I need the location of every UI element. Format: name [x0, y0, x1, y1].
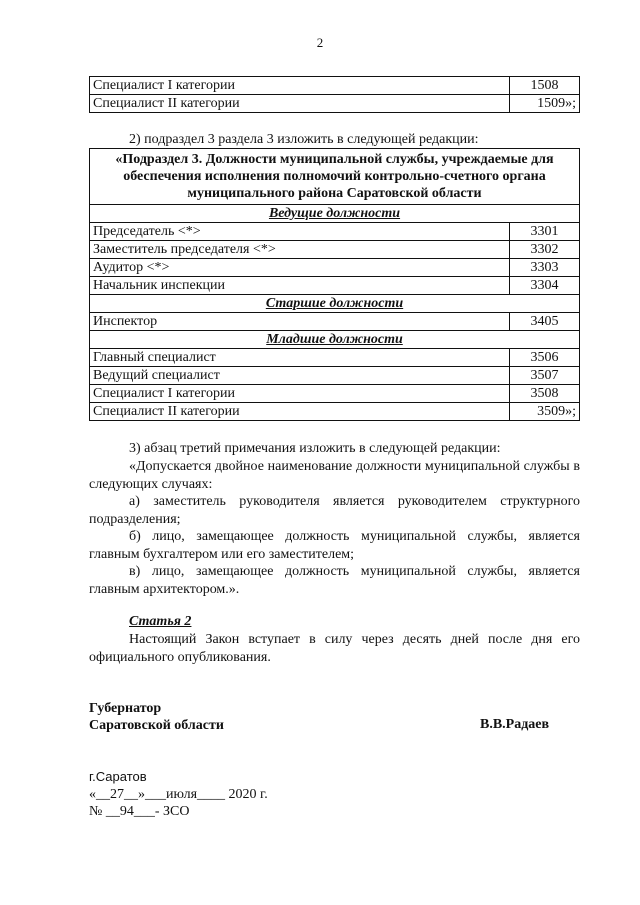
subsection-title: «Подраздел 3. Должности муниципальной службы, учреждаемые для обеспечения исполнения полномочий контрольно-счетного органа муниципального района Саратовской области: [90, 149, 580, 205]
law-number-line: № __94___- ЗСО: [89, 804, 190, 819]
position-title: Начальник инспекции: [90, 277, 510, 295]
position-code: 3506: [510, 349, 580, 367]
position-code: 3509»;: [510, 403, 580, 421]
article-2-text: Настоящий Закон вступает в силу через десять дней после дня его официального опубликования.: [89, 632, 580, 665]
group-title: Старшие должности: [90, 295, 580, 313]
position-title: Ведущий специалист: [90, 367, 510, 385]
group-title: Ведущие должности: [90, 205, 580, 223]
position-title: Инспектор: [90, 313, 510, 331]
position-code: 1508: [510, 77, 580, 95]
subsection-3-table: [89, 148, 580, 421]
amendment-3: 3) абзац третий примечания изложить в следующей редакции:: [129, 441, 501, 456]
table-header-row: [90, 149, 580, 205]
position-code: 3304: [510, 277, 580, 295]
group-row: [90, 331, 580, 349]
table-row: [90, 77, 580, 95]
position-title: Специалист I категории: [90, 77, 510, 95]
position-title: Специалист II категории: [90, 95, 510, 113]
table-row: [90, 385, 580, 403]
table-row: [90, 277, 580, 295]
note-item-a: а) заместитель руководителя является руководителем структурного подразделения;: [89, 494, 580, 527]
note-item-v: в) лицо, замещающее должность муниципальной службы, является главным архитектором.».: [89, 564, 580, 597]
group-row: [90, 205, 580, 223]
position-code: 3405: [510, 313, 580, 331]
position-code: 3302: [510, 241, 580, 259]
position-title: Специалист II категории: [90, 403, 510, 421]
governor-name: В.В.Радаев: [480, 717, 550, 732]
city-name: г.Саратов: [89, 769, 147, 784]
position-title: Аудитор <*>: [90, 259, 510, 277]
governor-title-line1: Губернатор: [89, 701, 162, 716]
page-number: 2: [316, 35, 324, 50]
table-row: [90, 313, 580, 331]
table-row: [90, 367, 580, 385]
position-title: Заместитель председателя <*>: [90, 241, 510, 259]
table-row: [90, 241, 580, 259]
position-code: 3508: [510, 385, 580, 403]
position-code: 1509»;: [510, 95, 580, 113]
table-row: [90, 223, 580, 241]
governor-title-line2: Саратовской области: [89, 718, 224, 733]
position-title: Специалист I категории: [90, 385, 510, 403]
table-row: [90, 95, 580, 113]
table-row: [90, 259, 580, 277]
position-code: 3303: [510, 259, 580, 277]
position-title: Главный специалист: [90, 349, 510, 367]
table-row: [90, 349, 580, 367]
group-row: [90, 295, 580, 313]
article-2-title: Статья 2: [129, 614, 192, 629]
position-code: 3301: [510, 223, 580, 241]
note-paragraph: «Допускается двойное наименование должности муниципальной службы в следующих случаях:: [89, 459, 580, 492]
amendment-2: 2) подраздел 3 раздела 3 изложить в следующей редакции:: [129, 132, 479, 147]
table-row: [90, 403, 580, 421]
group-title: Младшие должности: [90, 331, 580, 349]
position-code: 3507: [510, 367, 580, 385]
positions-table-continuation: [89, 76, 580, 113]
position-title: Председатель <*>: [90, 223, 510, 241]
date-line: «__27__»___июля____ 2020 г.: [89, 787, 268, 802]
note-item-b: б) лицо, замещающее должность муниципальной службы, является главным бухгалтером или его заместителем;: [89, 529, 580, 562]
